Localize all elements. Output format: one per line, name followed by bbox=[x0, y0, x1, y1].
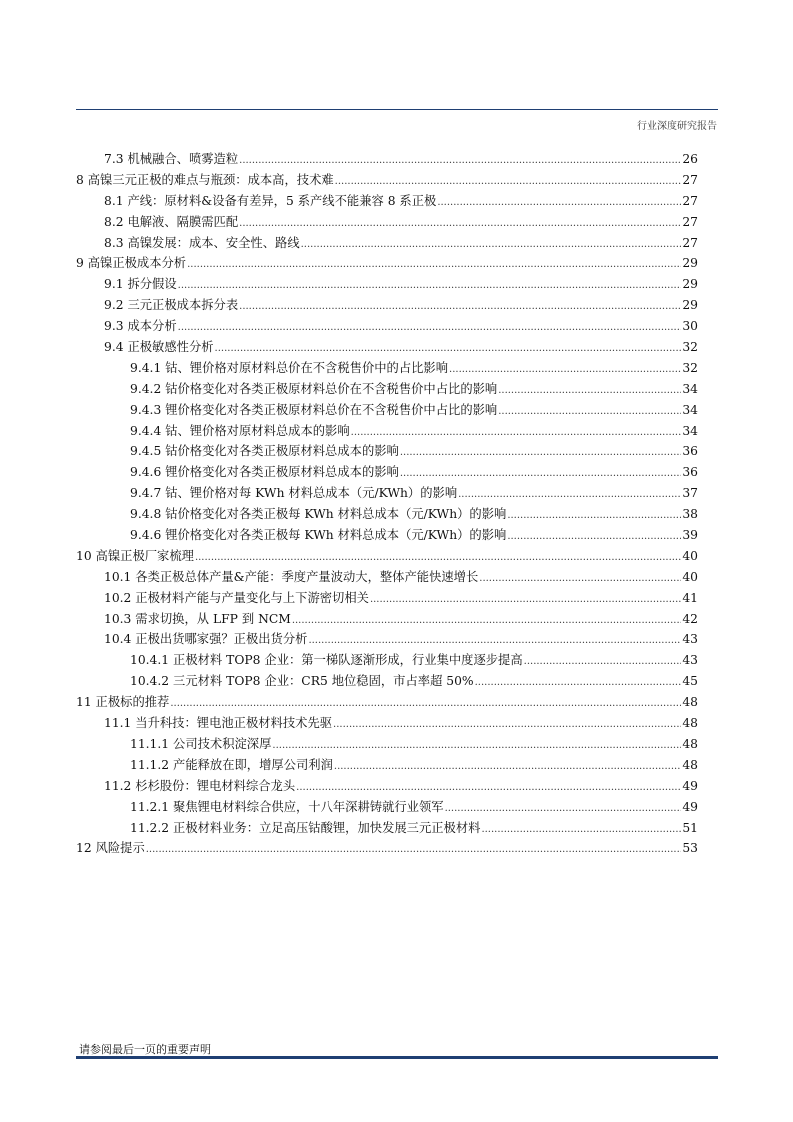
toc-leader-dots bbox=[524, 653, 682, 667]
toc-entry-page: 36 bbox=[682, 465, 698, 480]
toc-entry-title: 8.3 高镍发展：成本、安全性、路线 bbox=[104, 235, 300, 250]
toc-entry-page: 39 bbox=[682, 528, 698, 543]
toc-entry[interactable] bbox=[76, 567, 698, 588]
toc-leader-dots bbox=[400, 444, 682, 458]
table-of-contents bbox=[76, 149, 698, 859]
toc-entry[interactable] bbox=[76, 671, 698, 692]
toc-entry[interactable] bbox=[76, 274, 698, 295]
toc-entry-title: 10.4 正极出货哪家强？正极出货分析 bbox=[104, 632, 308, 647]
toc-entry-page: 27 bbox=[682, 235, 698, 250]
toc-entry[interactable] bbox=[76, 483, 698, 504]
toc-entry-title: 9.4.4 钴、锂价格对原材料总成本的影响 bbox=[130, 423, 350, 438]
toc-entry-title: 11.1.1 公司技术积淀深厚 bbox=[130, 736, 272, 751]
toc-entry-title: 9.4.6 锂价格变化对各类正极原材料总成本的影响 bbox=[130, 465, 399, 480]
toc-leader-dots bbox=[239, 298, 681, 312]
toc-entry[interactable] bbox=[76, 776, 698, 797]
toc-entry-page: 48 bbox=[682, 757, 698, 772]
toc-entry-page: 49 bbox=[682, 778, 698, 793]
toc-entry[interactable] bbox=[76, 400, 698, 421]
toc-entry-title: 11.1 当升科技：锂电池正极材料技术先驱 bbox=[104, 716, 333, 731]
toc-leader-dots bbox=[458, 486, 681, 500]
toc-entry[interactable] bbox=[76, 629, 698, 650]
toc-leader-dots bbox=[351, 424, 682, 438]
toc-leader-dots bbox=[308, 632, 681, 646]
toc-entry-title: 8 高镍三元正极的难点与瓶颈：成本高，技术难 bbox=[76, 172, 334, 187]
toc-entry[interactable] bbox=[76, 588, 698, 609]
toc-entry[interactable] bbox=[76, 650, 698, 671]
toc-entry[interactable] bbox=[76, 609, 698, 630]
toc-entry-title: 10.2 正极材料产能与产量变化与上下游密切相关 bbox=[104, 590, 369, 605]
toc-entry-page: 26 bbox=[682, 152, 698, 166]
toc-entry-title: 9.4.2 钴价格变化对各类正极原材料总价在不含税售价中占比的影响 bbox=[130, 381, 498, 396]
toc-leader-dots bbox=[333, 716, 681, 730]
toc-entry-page: 29 bbox=[682, 256, 698, 271]
header-divider bbox=[76, 109, 718, 110]
toc-entry-title: 12 风险提示 bbox=[76, 841, 145, 856]
toc-leader-dots bbox=[187, 256, 681, 270]
toc-leader-dots bbox=[170, 695, 681, 709]
toc-entry-page: 34 bbox=[682, 402, 698, 417]
toc-entry-page: 48 bbox=[682, 716, 698, 731]
toc-entry[interactable] bbox=[76, 504, 698, 525]
toc-entry[interactable] bbox=[76, 253, 698, 274]
toc-entry[interactable] bbox=[76, 462, 698, 483]
toc-leader-dots bbox=[335, 173, 682, 187]
toc-entry-title: 7.3 机械融合、喷雾造粒 bbox=[104, 152, 239, 166]
footer-divider bbox=[76, 1056, 718, 1059]
toc-entry[interactable] bbox=[76, 818, 698, 839]
toc-entry-page: 34 bbox=[682, 381, 698, 396]
toc-entry-title: 10 高镍正极厂家梳理 bbox=[76, 548, 194, 563]
toc-entry-title: 9.4.3 锂价格变化对各类正极原材料总价在不含税售价中占比的影响 bbox=[130, 402, 498, 417]
toc-leader-dots bbox=[334, 758, 681, 772]
toc-entry[interactable] bbox=[76, 546, 698, 567]
toc-entry-page: 32 bbox=[682, 340, 698, 355]
toc-entry[interactable] bbox=[76, 734, 698, 755]
report-type-title: 行业深度研究报告 bbox=[637, 121, 717, 132]
toc-entry-page: 40 bbox=[682, 569, 698, 584]
toc-entry-page: 41 bbox=[682, 590, 698, 605]
toc-entry-title: 10.3 需求切换，从 LFP 到 NCM bbox=[104, 611, 291, 626]
toc-entry-page: 30 bbox=[682, 319, 698, 334]
toc-entry-page: 29 bbox=[682, 298, 698, 313]
toc-leader-dots bbox=[445, 800, 682, 814]
toc-leader-dots bbox=[498, 382, 681, 396]
toc-entry-title: 11.1.2 产能释放在即，增厚公司利润 bbox=[130, 757, 333, 772]
toc-entry[interactable] bbox=[76, 379, 698, 400]
toc-leader-dots bbox=[296, 779, 681, 793]
toc-leader-dots bbox=[481, 821, 681, 835]
toc-entry-page: 51 bbox=[682, 820, 698, 835]
toc-entry-page: 29 bbox=[682, 277, 698, 292]
toc-entry[interactable] bbox=[76, 170, 698, 191]
footer-disclaimer: 请参阅最后一页的重要声明 bbox=[79, 1043, 211, 1056]
toc-leader-dots bbox=[507, 528, 681, 542]
toc-leader-dots bbox=[507, 507, 681, 521]
toc-entry[interactable] bbox=[76, 295, 698, 316]
toc-leader-dots bbox=[195, 549, 681, 563]
toc-entry-title: 11.2.1 聚焦锂电材料综合供应，十八年深耕铸就行业领军 bbox=[130, 799, 444, 814]
toc-leader-dots bbox=[437, 194, 681, 208]
toc-leader-dots bbox=[498, 403, 681, 417]
toc-entry-page: 27 bbox=[682, 193, 698, 208]
toc-entry[interactable] bbox=[76, 212, 698, 233]
toc-entry-page: 37 bbox=[682, 486, 698, 501]
toc-leader-dots bbox=[370, 591, 681, 605]
toc-entry-title: 11.2 杉杉股份：锂电材料综合龙头 bbox=[104, 778, 296, 793]
toc-leader-dots bbox=[301, 236, 682, 250]
toc-entry-page: 27 bbox=[682, 214, 698, 229]
toc-entry-title: 10.1 各类正极总体产量&产能：季度产量波动大，整体产能快速增长 bbox=[104, 569, 479, 584]
toc-leader-dots bbox=[239, 152, 681, 166]
toc-entry-title: 9.2 三元正极成本拆分表 bbox=[104, 298, 239, 313]
toc-entry-title: 11.2.2 正极材料业务：立足高压钴酸锂，加快发展三元正极材料 bbox=[130, 820, 481, 835]
toc-entry-page: 48 bbox=[682, 695, 698, 710]
toc-leader-dots bbox=[475, 674, 682, 688]
toc-entry-title: 9.4.5 钴价格变化对各类正极原材料总成本的影响 bbox=[130, 444, 399, 459]
toc-leader-dots bbox=[239, 215, 681, 229]
toc-entry-page: 53 bbox=[682, 841, 698, 856]
toc-leader-dots bbox=[215, 340, 682, 354]
toc-leader-dots bbox=[292, 612, 682, 626]
toc-entry-page: 43 bbox=[682, 653, 698, 668]
toc-entry[interactable] bbox=[76, 337, 698, 358]
toc-entry-page: 34 bbox=[682, 423, 698, 438]
toc-entry[interactable] bbox=[76, 441, 698, 462]
toc-entry-page: 45 bbox=[682, 674, 698, 689]
toc-entry-title: 9.1 拆分假设 bbox=[104, 277, 177, 292]
toc-entry-page: 49 bbox=[682, 799, 698, 814]
toc-entry[interactable] bbox=[76, 692, 698, 713]
toc-entry-title: 9 高镍正极成本分析 bbox=[76, 256, 187, 271]
toc-leader-dots bbox=[400, 465, 682, 479]
toc-leader-dots bbox=[449, 361, 681, 375]
toc-entry-title: 11 正极标的推荐 bbox=[76, 695, 170, 710]
toc-leader-dots bbox=[272, 737, 681, 751]
toc-entry[interactable] bbox=[76, 358, 698, 379]
toc-entry[interactable] bbox=[76, 316, 698, 337]
toc-entry-title: 9.4.1 钴、锂价格对原材料总价在不含税售价中的占比影响 bbox=[130, 360, 449, 375]
toc-entry-title: 9.4.7 钴、锂价格对每 KWh 材料总成本（元/KWh）的影响 bbox=[130, 486, 458, 501]
toc-entry-page: 43 bbox=[682, 632, 698, 647]
toc-entry-page: 48 bbox=[682, 736, 698, 751]
toc-entry[interactable] bbox=[76, 838, 698, 859]
toc-leader-dots bbox=[178, 319, 682, 333]
toc-entry-page: 42 bbox=[682, 611, 698, 626]
toc-entry-title: 8.2 电解液、隔膜需匹配 bbox=[104, 214, 239, 229]
toc-entry-title: 9.4 正极敏感性分析 bbox=[104, 340, 214, 355]
toc-entry-page: 27 bbox=[682, 172, 698, 187]
toc-entry-page: 38 bbox=[682, 507, 698, 522]
toc-entry[interactable] bbox=[76, 421, 698, 442]
toc-entry-title: 9.4.6 锂价格变化对各类正极每 KWh 材料总成本（元/KWh）的影响 bbox=[130, 528, 507, 543]
toc-entry-page: 40 bbox=[682, 548, 698, 563]
toc-entry-title: 9.4.8 钴价格变化对各类正极每 KWh 材料总成本（元/KWh）的影响 bbox=[130, 507, 507, 522]
toc-entry[interactable] bbox=[76, 233, 698, 254]
toc-entry[interactable] bbox=[76, 755, 698, 776]
toc-entry-title: 10.4.2 三元材料 TOP8 企业：CR5 地位稳固，市占率超 50% bbox=[130, 674, 474, 689]
toc-entry-page: 36 bbox=[682, 444, 698, 459]
toc-leader-dots bbox=[146, 841, 682, 855]
toc-entry[interactable] bbox=[76, 525, 698, 546]
toc-entry[interactable] bbox=[76, 713, 698, 734]
toc-entry-page: 32 bbox=[682, 360, 698, 375]
toc-entry[interactable] bbox=[76, 149, 698, 170]
toc-entry-title: 10.4.1 正极材料 TOP8 企业：第一梯队逐渐形成，行业集中度逐步提高 bbox=[130, 653, 523, 668]
toc-leader-dots bbox=[178, 277, 682, 291]
toc-entry-title: 8.1 产线：原材料&设备有差异，5 系产线不能兼容 8 系正极 bbox=[104, 193, 437, 208]
toc-entry[interactable] bbox=[76, 191, 698, 212]
toc-entry-title: 9.3 成本分析 bbox=[104, 319, 177, 334]
toc-leader-dots bbox=[479, 570, 681, 584]
toc-entry[interactable] bbox=[76, 797, 698, 818]
